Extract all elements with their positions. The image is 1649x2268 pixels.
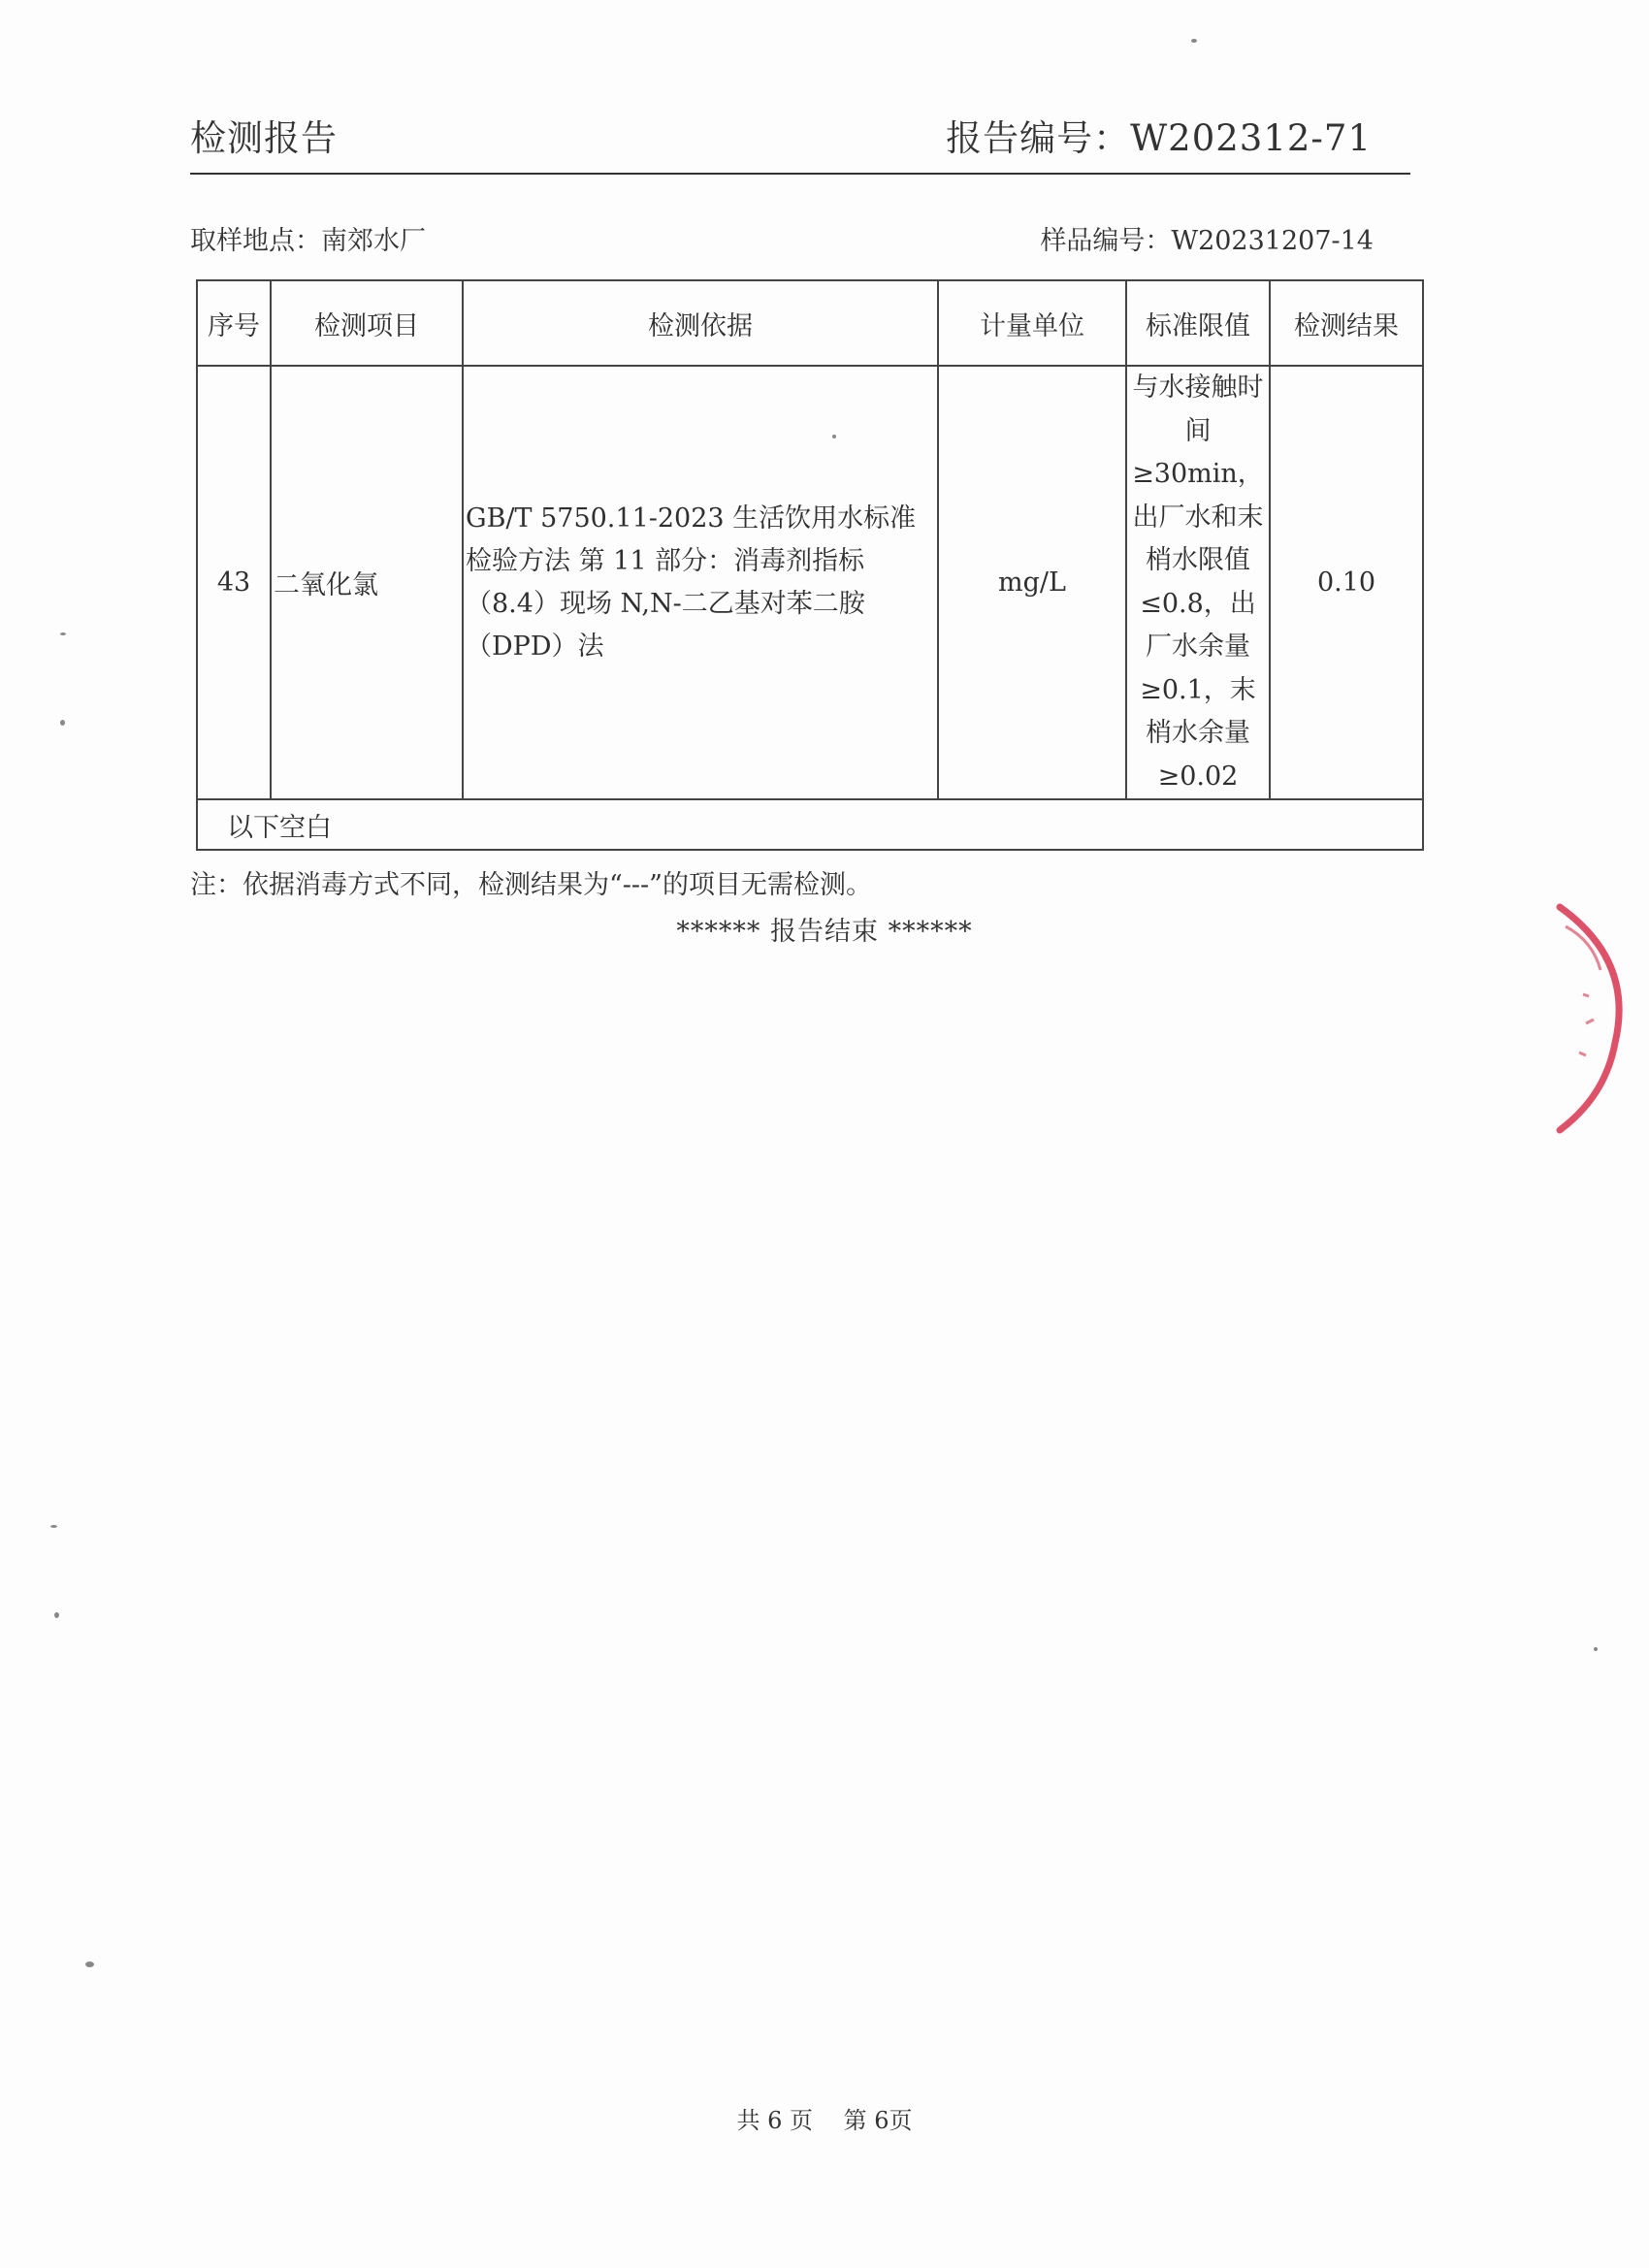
blank-row <box>197 799 1423 850</box>
cell-unit: mg/L <box>938 366 1126 799</box>
scan-speck <box>50 1525 57 1528</box>
table-header-row <box>197 280 1423 366</box>
col-header-item: 检测项目 <box>271 280 463 366</box>
header-divider <box>190 173 1410 175</box>
cell-result: 0.10 <box>1270 366 1423 799</box>
sample-number: 样品编号：W20231207-14 <box>1040 226 1374 256</box>
cell-seq: 43 <box>197 366 271 799</box>
cell-basis: GB/T 5750.11-2023 生活饮用水标准检验方法 第 11 部分：消毒剂指标（8.4）现场 N,N-二乙基对苯二胺（DPD）法 <box>463 366 938 799</box>
scan-speck <box>1594 1647 1598 1651</box>
scan-speck <box>60 632 66 635</box>
results-table <box>196 279 1424 851</box>
report-end-marker: ****** 报告结束 ****** <box>676 917 973 947</box>
seal-stamp-icon <box>1533 888 1649 1150</box>
sampling-site: 取样地点：南郊水厂 <box>190 226 426 256</box>
scan-speck <box>85 1961 94 1967</box>
blank-note: 以下空白 <box>197 799 1423 850</box>
table-row <box>197 366 1423 799</box>
total-pages: 共 6 页 <box>736 2107 813 2134</box>
col-header-seq: 序号 <box>197 280 271 366</box>
report-number: 报告编号：W202312-71 <box>946 117 1372 159</box>
col-header-result: 检测结果 <box>1270 280 1423 366</box>
col-header-basis: 检测依据 <box>463 280 938 366</box>
scan-speck <box>1191 39 1197 43</box>
col-header-unit: 计量单位 <box>938 280 1126 366</box>
footnote: 注：依据消毒方式不同，检测结果为“---”的项目无需检测。 <box>190 870 872 900</box>
report-title: 检测报告 <box>190 117 338 159</box>
cell-limit: 与水接触时间≥30min，出厂水和末梢水限值≤0.8，出厂水余量≥0.1，末梢水余量≥0.02 <box>1126 366 1270 799</box>
cell-item: 二氧化氯 <box>271 366 463 799</box>
current-page: 第 6页 <box>843 2107 913 2134</box>
scan-speck <box>60 720 65 726</box>
col-header-limit: 标准限值 <box>1126 280 1270 366</box>
scan-speck <box>54 1612 59 1618</box>
page-footer <box>0 2101 1649 2135</box>
scan-speck <box>832 435 836 438</box>
